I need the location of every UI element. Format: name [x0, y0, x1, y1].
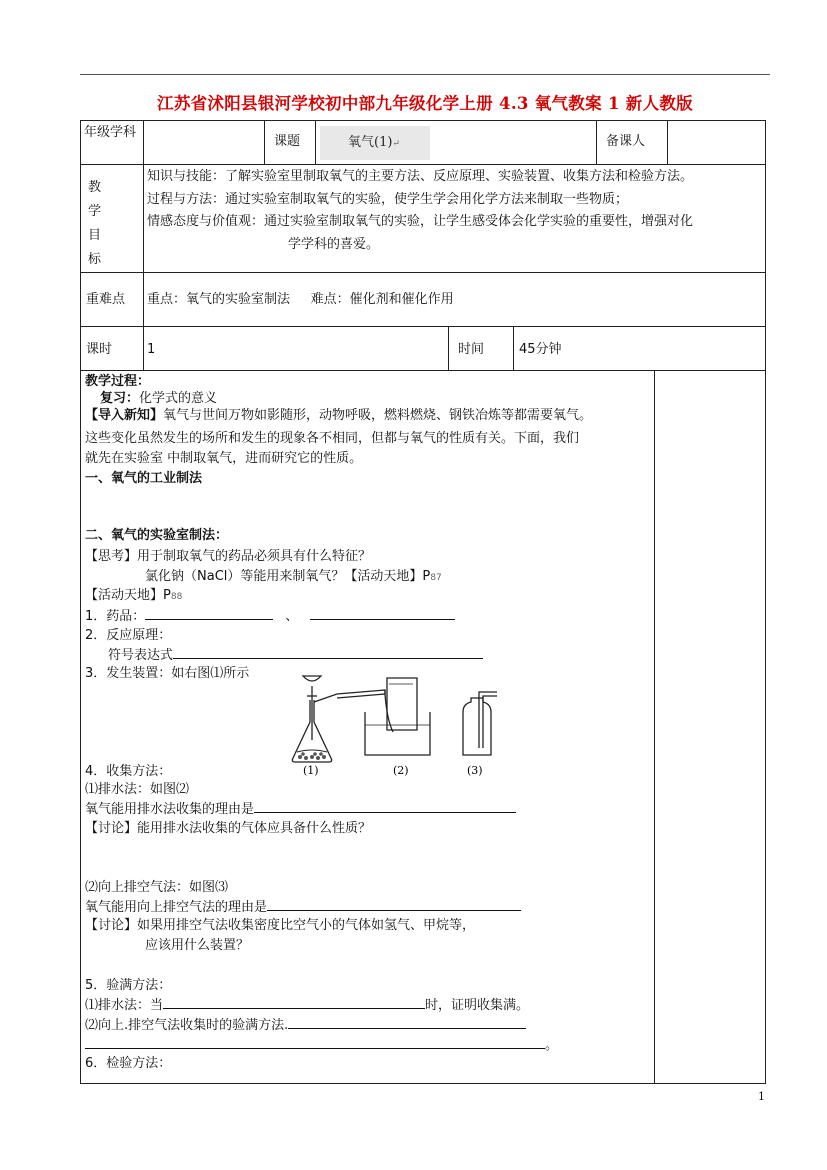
objective-line-4: 学学科的喜爱。 [288, 237, 380, 252]
item1-label: 1．药品： [85, 609, 146, 624]
think-q2: 氯化钠（NaCl）等能用来制氧气？【活动天地】P [145, 569, 431, 584]
period-label: 课时 [86, 342, 113, 357]
section-industrial: 一、氧气的工业制法 [85, 471, 203, 486]
fig-label-2: (2) [393, 764, 409, 776]
trough-icon [365, 712, 430, 755]
think-q2-page: 87 [430, 573, 442, 583]
blank-full-2 [288, 1016, 526, 1029]
intro-line-3: 就先在实验室 中制取氧气，进而研究它的性质。 [85, 451, 363, 466]
item5-1-end: 时，证明收集满。 [425, 998, 530, 1013]
item2-sub: 符号表达式 [108, 648, 174, 663]
time-value: 45分钟 [519, 342, 562, 357]
item5-end: 。 [545, 1038, 559, 1053]
item3-label: 3．发生装置：如右图⑴所示 [85, 666, 250, 681]
delivery-tube-1 [314, 690, 385, 702]
think-q1: 用于制取氧气的药品必须具有什么特征？ [137, 549, 372, 564]
blank-reason-2 [267, 898, 521, 911]
preparer-value-cell [667, 120, 766, 165]
discuss-text-2a: 如果用排空气法收集密度比空气小的气体如氢气、甲烷等， [137, 918, 476, 933]
topic-value [320, 126, 430, 160]
item2-label: 2．反应原理： [85, 628, 172, 643]
keypoints-value: 重点：氧气的实验室制法 难点：催化剂和催化作用 [147, 292, 454, 307]
blank-drug-2 [310, 607, 455, 620]
blank-reason-1 [254, 800, 516, 813]
intro-label: 【导入新知】 [85, 408, 164, 423]
period-value: 1 [147, 342, 156, 357]
time-label: 时间 [458, 342, 485, 357]
keypoints-label: 重难点 [86, 292, 126, 307]
item1-separator: 、 [285, 609, 299, 624]
blank-equation [173, 646, 483, 659]
item4-1-label: ⑴排水法：如图⑵ [85, 782, 190, 797]
preparer-label: 备课人 [606, 134, 646, 149]
objective-line-1: 知识与技能：了解实验室里制取氧气的主要方法、反应原理、实验装置、收集方法和检验方法。 [147, 169, 694, 184]
item4-2-reason: 氧气能用向上排空气法的理由是 [85, 900, 268, 915]
gas-bottle-3-icon [463, 698, 491, 755]
item4-2-label: ⑵向上排空气法：如图⑶ [85, 880, 229, 895]
blank-full-3 [85, 1036, 545, 1049]
fig-label-1: (1) [303, 764, 319, 776]
discuss-text-1: 能用排水法收集的气体应具备什么性质？ [137, 821, 372, 836]
fig-label-3: (3) [467, 764, 483, 776]
grade-value-cell [143, 120, 265, 165]
section-lab: 二、氧气的实验室制法： [85, 528, 229, 543]
document-title: 江苏省沭阳县银河学校初中部九年级化学上册 4.3 氧气教案 1 新人教版 [157, 94, 693, 113]
grade-label: 年级学科 [84, 125, 137, 140]
process-heading: 教学过程： [85, 374, 151, 389]
review-text: 化学式的意义 [139, 391, 218, 406]
blank-full-1 [163, 996, 425, 1009]
objective-line-3: 情感态度与价值观：通过实验室制取氧气的实验，让学生感受体会化学实验的重要性，增强对化 [147, 214, 694, 229]
intro-line-2: 这些变化虽然发生的场所和发生的现象各不相同，但都与氧气的性质有关。下面，我们 [85, 431, 580, 446]
return-mark-icon: ↵ [392, 139, 400, 149]
intro-line-1: 氧气与世间万物如影随形，动物呼吸，燃料燃烧、钢铁冶炼等都需要氧气。 [163, 408, 593, 423]
review-label: 复习： [100, 391, 140, 406]
objectives-label: 教学目标 [88, 180, 102, 267]
gas-bottle-2-icon [387, 678, 417, 730]
period-value-cell [143, 326, 449, 371]
activity-page: 88 [170, 592, 183, 602]
item5-1-label: ⑴排水法：当 [85, 998, 164, 1013]
item4-1-reason: 氧气能用排水法收集的理由是 [85, 802, 255, 817]
item6-label: 6．检验方法： [85, 1056, 172, 1071]
process-notes-cell [654, 370, 766, 1084]
item5-label: 5．验满方法： [85, 978, 172, 993]
discuss-label-2: 【讨论】 [85, 918, 138, 933]
apparatus-figure [285, 670, 510, 776]
think-label: 【思考】 [85, 549, 138, 564]
blank-drug-1 [145, 607, 273, 620]
topic-label: 课题 [274, 134, 301, 149]
topic-value-text: 氧气(1) [348, 135, 393, 150]
objective-line-2: 过程与方法：通过实验室制取氧气的实验，使学生学会用化学方法来制取一些物质； [147, 192, 629, 207]
item4-label: 4．收集方法： [85, 764, 172, 779]
funnel-icon [303, 676, 321, 681]
page-number: 1 [758, 1090, 765, 1103]
discuss-label-1: 【讨论】 [85, 821, 138, 836]
activity-label: 【活动天地】P [85, 588, 171, 603]
item5-2-label: ⑵向上.排空气法收集时的验满方法. [85, 1018, 289, 1033]
top-rule [80, 74, 770, 75]
discuss-text-2b: 应该用什么装置？ [145, 938, 250, 953]
